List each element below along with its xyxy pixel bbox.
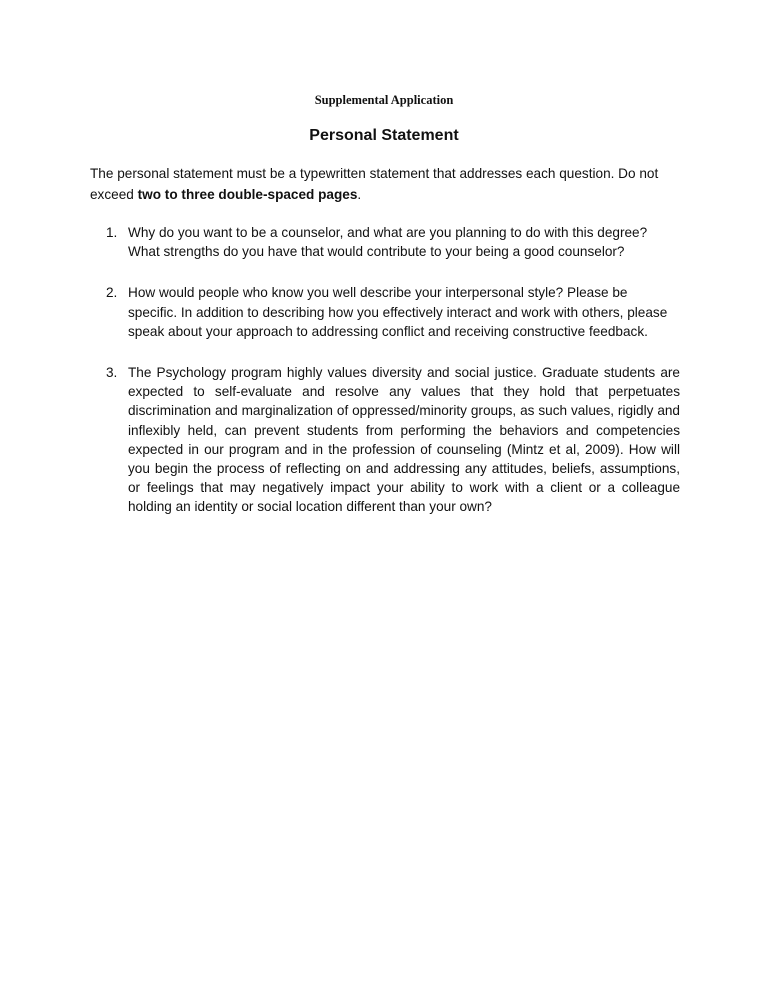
intro-text: The personal statement must be a typewritten statement that addresses each question. Do not exceed [90, 166, 659, 202]
question-item [90, 363, 680, 517]
supplemental-title: Supplemental Application [314, 93, 454, 107]
question-list [90, 223, 680, 517]
question-number: 3. [106, 365, 118, 381]
question-item [90, 223, 680, 261]
intro-suffix: . [357, 187, 362, 202]
intro-emphasis: two to three double-spaced pages [137, 187, 358, 202]
page-title: Personal Statement [309, 127, 459, 144]
intro-paragraph [90, 163, 690, 205]
question-number: 1. [106, 225, 118, 240]
question-item [90, 283, 680, 341]
question-text: The Psychology program highly values diversity and social justice. Graduate students are expected to self-evaluate and resolve any values that they hold that perpetuates discrimination and marginalization of oppressed/minority groups, as such values, rigidly and inflexibly held, can prevent students from performing the behaviors and competencies expected in our program and in the profession of counseling (Mintz et al, 2009). How will you begin the process of reflecting on and addressing any attitudes, beliefs, assumptions, or feelings that may negatively impact your ability to work with a client or a colleague holding an identity or social location different than your own? [128, 365, 680, 515]
question-text: Why do you want to be a counselor, and what are you planning to do with this degree? What strengths do you have that would contribute to your being a good counselor? [128, 225, 648, 260]
question-number: 2. [106, 285, 118, 301]
question-text: How would people who know you well describe your interpersonal style? Please be specific. In addition to describing how you effectively interact and work with others, please speak about your approach to addressing conflict and receiving constructive feedback. [128, 285, 668, 339]
